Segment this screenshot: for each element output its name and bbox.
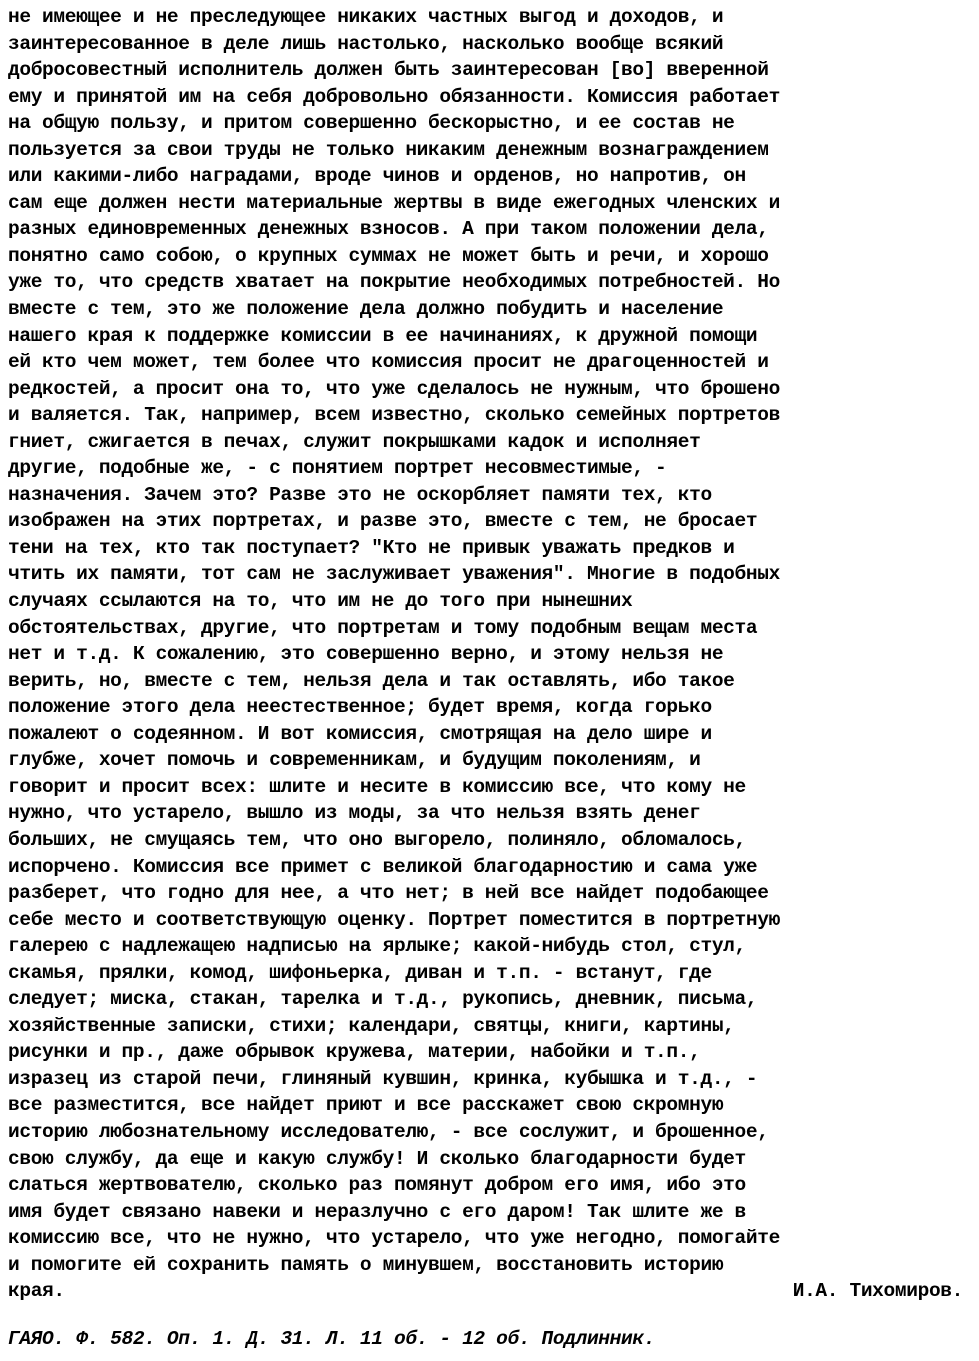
closing-line <box>8 1278 963 1305</box>
text-line: себе место и соответствующую оценку. Портрет поместится в портретную <box>8 908 780 931</box>
text-line: нет и т.д. К сожалению, это совершенно верно, и этому нельзя не <box>8 643 724 666</box>
text-line: галерею с надлежащею надписью на ярлыке; какой-нибудь стол, стул, <box>8 935 746 958</box>
text-line: и помогите ей сохранить память о минувшем, восстановить историю <box>8 1253 724 1276</box>
text-line: верить, но, вместе с тем, нельзя дела и так оставлять, ибо такое <box>8 669 735 692</box>
document-body <box>8 4 973 1305</box>
text-line: ей кто чем может, тем более что комиссия просит не драгоценностей и <box>8 351 769 374</box>
text-line: гниет, сжигается в печах, служит покрышками кадок и исполняет <box>8 430 701 453</box>
author-signature: И.А. Тихомиров. <box>792 1280 963 1303</box>
text-line: испорчено. Комиссия все примет с великой благодарностию и сама уже <box>8 855 758 878</box>
text-line: все разместится, все найдет приют и все расскажет свою скромную <box>8 1094 724 1117</box>
text-line: нужно, что устарело, вышло из моды, за что нельзя взять денег <box>8 802 701 825</box>
text-line: рисунки и пр., даже обрывок кружева, материи, набойки и т.п., <box>8 1041 701 1064</box>
text-line: говорит и просит всех: шлите и несите в комиссию все, что кому не <box>8 775 746 798</box>
text-line: редкостей, а просит она то, что уже сделалось не нужным, что брошено <box>8 377 780 400</box>
text-line: пожалеют о содеянном. И вот комиссия, смотрящая на дело шире и <box>8 722 712 745</box>
text-line: не имеющее и не преследующее никаких частных выгод и доходов, и <box>8 6 724 28</box>
text-line: слаться жертвователю, сколько раз помянут добром его имя, ибо это <box>8 1174 746 1197</box>
text-line: разных единовременных денежных взносов. А при таком положении дела, <box>8 218 769 241</box>
text-line: следует; миска, стакан, тарелка и т.д., рукопись, дневник, письма, <box>8 988 758 1011</box>
text-line: ему и принятой им на себя добровольно обязанности. Комиссия работает <box>8 85 780 108</box>
text-line: уже то, что средств хватает на покрытие необходимых потребностей. Но <box>8 271 780 294</box>
text-line: назначения. Зачем это? Разве это не оскорбляет памяти тех, кто <box>8 483 712 506</box>
text-line: изразец из старой печи, глиняный кувшин, кринка, кубышка и т.д., - <box>8 1067 758 1090</box>
text-line: обстоятельствах, другие, что портретам и тому подобным вещам места <box>8 616 758 639</box>
text-line: имя будет связано навеки и неразлучно с его даром! Так шлите же в <box>8 1200 746 1223</box>
text-line: комиссию все, что не нужно, что устарело, что уже негодно, помогайте <box>8 1227 780 1250</box>
text-line: чтить их памяти, тот сам не заслуживает уважения". Многие в подобных <box>8 563 780 586</box>
text-line: нашего края к поддержке комиссии в ее начинаниях, к дружной помощи <box>8 324 758 347</box>
text-line: свою службу, да еще и какую службу! И сколько благодарности будет <box>8 1147 746 1170</box>
text-line: пользуется за свои труды не только никаким денежным вознаграждением <box>8 138 769 161</box>
text-line: изображен на этих портретах, и разве это, вместе с тем, не бросает <box>8 510 758 533</box>
text-line: заинтересованное в деле лишь настолько, насколько вообще всякий <box>8 32 724 55</box>
text-line: другие, подобные же, - с понятием портрет несовместимые, - <box>8 457 667 480</box>
text-line: хозяйственные записки, стихи; календари, святцы, книги, картины, <box>8 1014 735 1037</box>
text-line: добросовестный исполнитель должен быть заинтересован [во] вверенной <box>8 59 769 82</box>
text-line: скамья, прялки, комод, шифоньерка, диван и т.п. - встанут, где <box>8 961 712 984</box>
text-line: положение этого дела неестественное; будет время, когда горько <box>8 696 712 719</box>
text-line: тени на тех, кто так поступает? "Кто не привык уважать предков и <box>8 536 735 559</box>
text-line: глубже, хочет помочь и современникам, и будущим поколениям, и <box>8 749 701 772</box>
text-line: больших, не смущаясь тем, что оно выгорело, полиняло, обломалось, <box>8 828 746 851</box>
text-line: историю любознательному исследователю, - все сослужит, и брошенное, <box>8 1120 769 1143</box>
text-line: разберет, что годно для нее, а что нет; в ней все найдет подобающее <box>8 882 769 905</box>
text-line: и валяется. Так, например, всем известно, сколько семейных портретов <box>8 404 780 427</box>
text-line: вместе с тем, это же положение дела должно побудить и население <box>8 298 724 321</box>
archive-source-citation: ГАЯО. Ф. 582. Оп. 1. Д. 31. Л. 11 об. - 12 об. Подлинник. <box>8 1328 656 1350</box>
text-line: на общую пользу, и притом совершенно бескорыстно, и ее состав не <box>8 112 735 135</box>
closing-text: края. <box>8 1280 65 1303</box>
text-line: понятно само собою, о крупных суммах не может быть и речи, и хорошо <box>8 244 769 267</box>
text-line: сам еще должен нести материальные жертвы в виде ежегодных членских и <box>8 191 780 214</box>
text-line: или какими-либо наградами, вроде чинов и орденов, но напротив, он <box>8 165 746 188</box>
text-line: случаях ссылаются на то, что им не до того при нынешних <box>8 590 633 613</box>
